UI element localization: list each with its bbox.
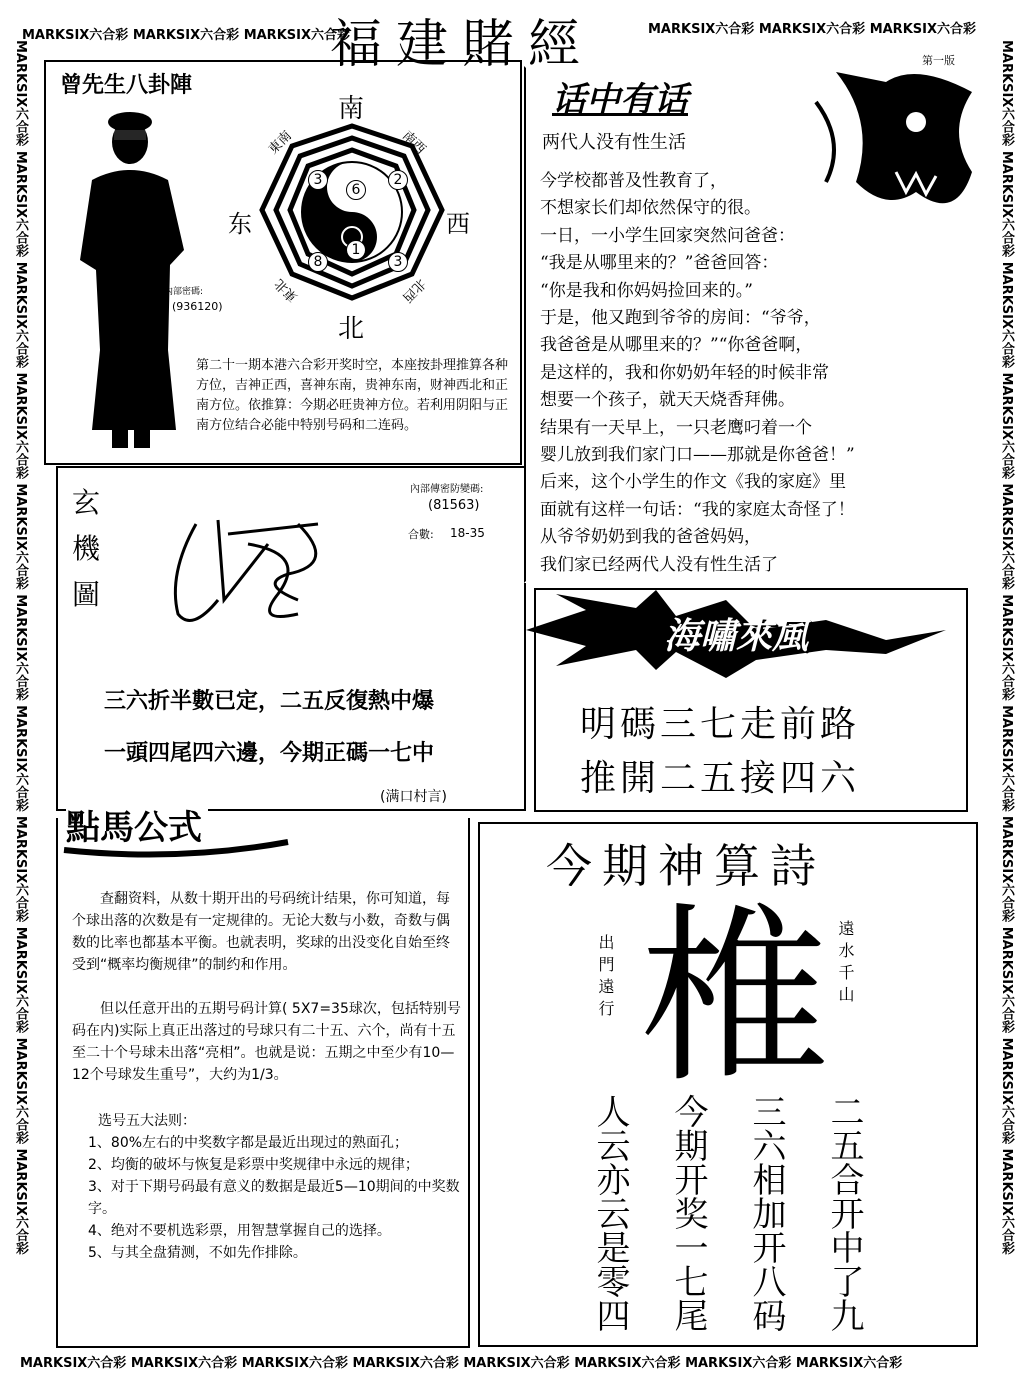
- combo-label: 合數:: [408, 528, 434, 541]
- bottom-border: MARKSIX六合彩 MARKSIX六合彩 MARKSIX六合彩 MARKSIX六合彩 MARKSIX六合彩 MARKSIX六合彩 MARKSIX六合彩 MARKSIX六合彩: [20, 1356, 903, 1371]
- rule-item: 1、80%左右的中奖数字都是最近出现过的熟面孔；: [88, 1135, 409, 1151]
- combo-value: 18-35: [450, 526, 485, 540]
- rule-item: 3、对于下期号码最有意义的数据是最近5—10期间的中奖数字。: [88, 1179, 460, 1217]
- bagua-number: 8: [308, 252, 328, 272]
- dianma-paragraph-2: 但以任意开出的五期号码计算( 5X7=35球次，包括特别号码在内)实际上真正出落过的号球只有二十五、六个，尚有十五至二十个号球未出落“亮相”。也就是说：五期之中至少有10—12个号球发生重号”，大约为1/3。: [72, 1001, 461, 1083]
- top-border-right: MARKSIX六合彩 MARKSIX六合彩 MARKSIX六合彩: [648, 22, 976, 37]
- dianma-box: [56, 808, 470, 1348]
- joke-subtitle: 两代人没有性生活: [542, 132, 686, 153]
- big-character: 椎: [640, 887, 831, 1108]
- haixiao-box: [534, 588, 968, 812]
- dianma-paragraph-1: 查翻资料，从数十期开出的号码统计结果，你可知道，每个球出落的次数是有一定规律的。无论大数与小数，奇数与偶数的比率也都基本平衡。也就表明，奖球的出没变化自始至终受到“概率均衡规律”的制约和作用。: [72, 891, 450, 973]
- rules-list: [88, 1132, 462, 1264]
- rules-title: 选号五大法则：: [98, 1113, 196, 1129]
- joke-box: [524, 66, 976, 583]
- poem-column-1: 人云亦云是零四: [590, 1094, 630, 1332]
- top-border-left: MARKSIX六合彩 MARKSIX六合彩 MARKSIX六合彩: [22, 28, 350, 43]
- bagua-number: 3: [308, 170, 328, 190]
- xuanji-title: 玄 機 圖: [71, 486, 100, 611]
- dianma-swoosh: [58, 838, 298, 858]
- bagua-number: 3: [388, 252, 408, 272]
- dianma-title: 點馬公式: [66, 800, 208, 849]
- poem-column-2: 今期开奖一七尾: [668, 1094, 708, 1332]
- xuanji-line-2: 一頭四尾四六邊，今期正碼一七中: [104, 741, 435, 766]
- inner-code-label: 內部密碼:: [164, 287, 204, 297]
- code-value: (81563): [428, 498, 480, 513]
- haixiao-title: 海嘯來風: [664, 616, 809, 657]
- xuanji-credit: (满口村言): [380, 789, 447, 805]
- direction-nw: 北西: [399, 275, 429, 305]
- right-border: MARKSIX六合彩 MARKSIX六合彩 MARKSIX六合彩 MARKSIX六合彩 MARKSIX六合彩 MARKSIX六合彩 MARKSIX六合彩 MARKSIX六合彩 MARKSIX六合彩 MARKSIX六合彩 MARKSIX六合彩: [999, 40, 1014, 1255]
- page-title: 福建賭經: [330, 15, 595, 75]
- poem-column-3: 三六相加开八码: [746, 1094, 786, 1332]
- haixiao-line-1: 明碼三七走前路: [580, 704, 861, 745]
- direction-sw: 南西: [399, 128, 429, 158]
- haixiao-line-2: 推開二五接四六: [580, 758, 861, 799]
- xuanji-line-1: 三六折半數已定，二五反復熱中爆: [104, 689, 435, 714]
- rule-item: 2、均衡的破坏与恢复是彩票中奖规律中永远的规律；: [88, 1157, 419, 1173]
- bagua-diagram: [252, 118, 452, 308]
- left-note: 出門遠行: [596, 934, 615, 1022]
- inner-code: (936120): [172, 300, 223, 313]
- joke-title: 话中有话: [552, 80, 688, 120]
- xuanji-drawing: [158, 504, 358, 634]
- direction-east: 东: [228, 210, 252, 238]
- direction-south: 南: [338, 94, 365, 124]
- direction-se: 東南: [265, 128, 295, 158]
- man-portrait: [52, 100, 202, 460]
- bagua-box: [44, 60, 522, 465]
- left-border: MARKSIX六合彩 MARKSIX六合彩 MARKSIX六合彩 MARKSIX六合彩 MARKSIX六合彩 MARKSIX六合彩 MARKSIX六合彩 MARKSIX六合彩 MARKSIX六合彩 MARKSIX六合彩 MARKSIX六合彩: [13, 40, 28, 1255]
- poem-column-4: 二五合开中了九: [824, 1094, 864, 1332]
- joke-text: 今学校都普及性教育了， 不想家长们却依然保守的很。 一日，一小学生回家突然问爸爸： “我是从哪里来的？”爸爸回答： “你是我和你妈妈捡回来的。” 于是，他又跑到爷爷的房间：“爷爷， 我爸爸是从哪里来的？”“你爸爸啊， 是这样的，我和你奶奶年轻的时候非常 想要一个孩子，就天天烧香拜佛。 结果有一天早上，一只老鹰叼着一个 婴儿放到我们家门口——那就是你爸爸！” 后来，这个小学生的作文《我的家庭》里 面就有这样一句话：“我的家庭太奇怪了！ 从爷爷奶奶到我的爸爸妈妈， 我们家已经两代人没有性生活了: [540, 171, 855, 575]
- bagua-number: 6: [346, 180, 366, 200]
- rule-item: 5、与其全盘猜测，不如先作排除。: [88, 1245, 307, 1261]
- bagua-title: 曾先生八卦陣: [60, 73, 193, 98]
- shensuan-box: [478, 822, 978, 1347]
- issue-label: 第一版: [922, 54, 955, 67]
- xuanji-box: [56, 466, 526, 811]
- code-label: 內部傳密防變碼:: [410, 484, 484, 495]
- bagua-number: 1: [346, 240, 366, 260]
- rule-item: 4、绝对不要机选彩票，用智慧掌握自己的选择。: [88, 1223, 391, 1239]
- direction-west: 西: [446, 210, 470, 238]
- right-note: 遠水千山: [836, 920, 855, 1008]
- bagua-text: 第二十一期本港六合彩开奖时空，本座按卦理推算各种方位，吉神正西，喜神东南，贵神东南，财神西北和正南方位。依推算：今期必旺贵神方位。若利用阴阳与正南方位结合必能中特别号码和二连码。: [196, 358, 509, 433]
- bagua-number: 2: [388, 170, 408, 190]
- shensuan-title: 今期神算詩: [546, 839, 826, 893]
- direction-north: 北: [338, 314, 365, 344]
- direction-ne: 東北: [271, 275, 301, 305]
